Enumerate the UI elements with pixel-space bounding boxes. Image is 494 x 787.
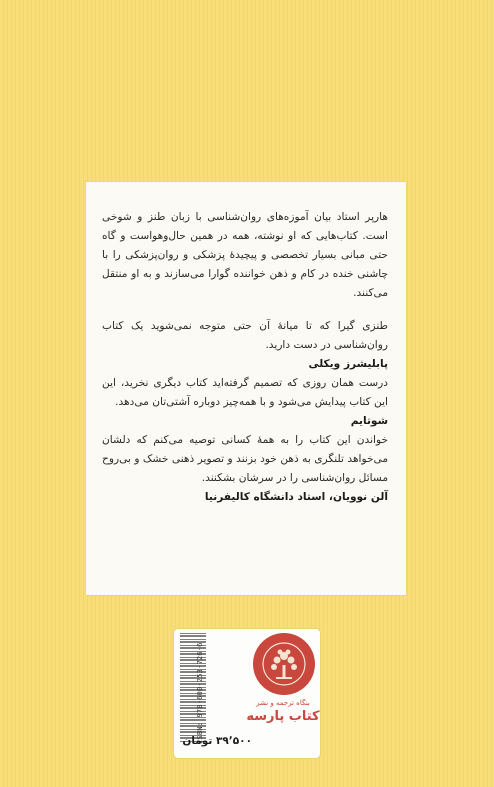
review-quote: درست همان روزی که تصمیم گرفته‌اید کتاب دیگری نخرید، این این کتاب پیدایش می‌شود و با همه‌چیز دوباره آشتی‌تان می‌دهد.: [102, 377, 388, 408]
isbn-number: ISBN: 978-600-253-726-6: [196, 642, 204, 744]
publisher-tree-logo-icon: [253, 633, 315, 695]
publisher-name: کتاب پارسه: [246, 709, 320, 724]
blurb-paragraph: هارپر استاد بیان آموزه‌های روان‌شناسی با زبان طنز و شوخی است. کتاب‌هایی که او نوشته، همه در همین حال‌وهواست و گاه حتی مبانی بسیار تخصصی و پیچیدهٔ پزشکی و روان‌پزشکی را با چاشنی خنده در کام و ذهن خواننده گوارا می‌سازند و به او منتقل می‌کنند.: [102, 211, 388, 299]
tree-icon: [261, 641, 307, 687]
price-label: ۳۹٬۵۰۰ تومان: [182, 735, 252, 747]
review-source: شوتایم: [350, 415, 388, 427]
review-quote: خواندن این کتاب را به همهٔ کسانی توصیه می‌کنم که دلشان می‌خواهد تلنگری به ذهن خود بزنند و تصویر ذهنی خشک و بی‌روح مسائل روان‌شناسی را در سرشان بشکنند.: [102, 434, 388, 484]
publisher-tagline: بنگاه ترجمه و نشر: [256, 699, 310, 707]
blurb-content: [102, 208, 388, 507]
review-source: پابلیشرز ویکلی: [308, 358, 388, 370]
review-quote: طنزی گیرا که تا میانهٔ آن حتی متوجه نمی‌شوید یک کتاب روان‌شناسی در دست دارید.: [102, 320, 388, 351]
review-source: آلن نوویان، استاد دانشگاه کالیفرنیا: [204, 491, 388, 503]
